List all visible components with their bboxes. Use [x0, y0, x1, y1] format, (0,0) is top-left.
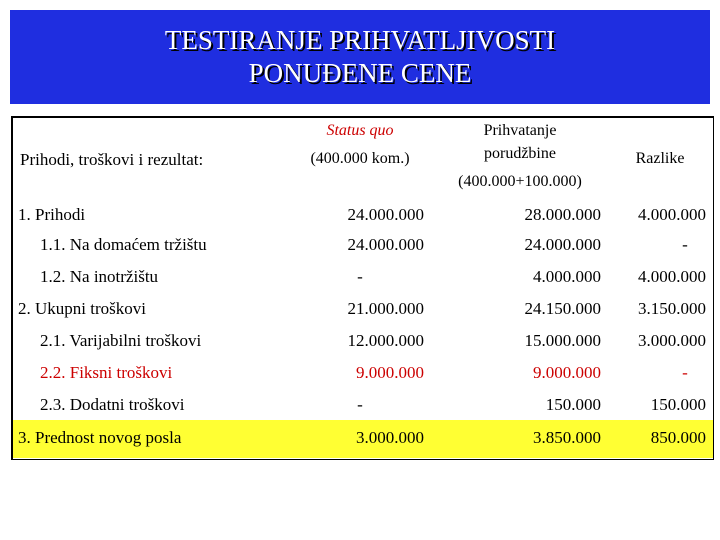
- row-status-quo: 12.000.000: [347, 331, 424, 350]
- row-razlike: 150.000: [650, 395, 706, 414]
- row-razlike: 850.000: [650, 428, 706, 447]
- row-razlike: 3.150.000: [638, 299, 706, 318]
- row-razlike: 4.000.000: [638, 205, 706, 224]
- row-status-quo: -: [357, 395, 363, 414]
- row-prihvatanje: 150.000: [545, 395, 601, 414]
- row-status-quo: 24.000.000: [347, 205, 424, 224]
- row-razlike: -: [682, 235, 688, 254]
- row-razlike: 4.000.000: [638, 267, 706, 286]
- row-prihvatanje: 15.000.000: [524, 331, 601, 350]
- title-line-2: PONUĐENE CENE: [248, 58, 472, 88]
- row-prihvatanje: 3.850.000: [533, 428, 601, 447]
- row-label: 2.1. Varijabilni troškovi: [40, 331, 202, 350]
- row-label: 2. Ukupni troškovi: [18, 299, 146, 318]
- header-prihvatanje-line1: Prihvatanje: [483, 122, 557, 139]
- row-razlike: -: [682, 363, 688, 382]
- row-status-quo: 21.000.000: [347, 299, 424, 318]
- row-label: 1.1. Na domaćem tržištu: [40, 235, 207, 254]
- row-prihvatanje: 24.000.000: [524, 235, 601, 254]
- row-status-quo: -: [357, 267, 363, 286]
- title-line-1: TESTIRANJE PRIHVATLJIVOSTI: [164, 25, 556, 55]
- header-prihvatanje-line3: (400.000+100.000): [458, 173, 582, 190]
- row-label: 2.3. Dodatni troškovi: [40, 395, 185, 414]
- header-prihvatanje-line2: porudžbine: [484, 145, 556, 162]
- header-label: Prihodi, troškovi i rezultat:: [20, 150, 204, 169]
- row-prihvatanje: 24.150.000: [524, 299, 601, 318]
- row-razlike: 3.000.000: [638, 331, 706, 350]
- row-prihvatanje: 4.000.000: [533, 267, 601, 286]
- header-status-quo-title: Status quo: [326, 122, 394, 139]
- header-status-quo-qty: (400.000 kom.): [310, 150, 410, 167]
- row-label: 1.2. Na inotržištu: [40, 267, 159, 286]
- row-label: 2.2. Fiksni troškovi: [40, 363, 173, 382]
- row-label: 3. Prednost novog posla: [18, 428, 182, 447]
- header-razlike: Razlike: [635, 150, 685, 167]
- row-prihvatanje: 28.000.000: [524, 205, 601, 224]
- row-status-quo: 3.000.000: [356, 428, 424, 447]
- row-status-quo: 24.000.000: [347, 235, 424, 254]
- title-banner: [10, 10, 710, 104]
- row-status-quo: 9.000.000: [356, 363, 424, 382]
- row-label: 1. Prihodi: [18, 205, 86, 224]
- row-prihvatanje: 9.000.000: [533, 363, 601, 382]
